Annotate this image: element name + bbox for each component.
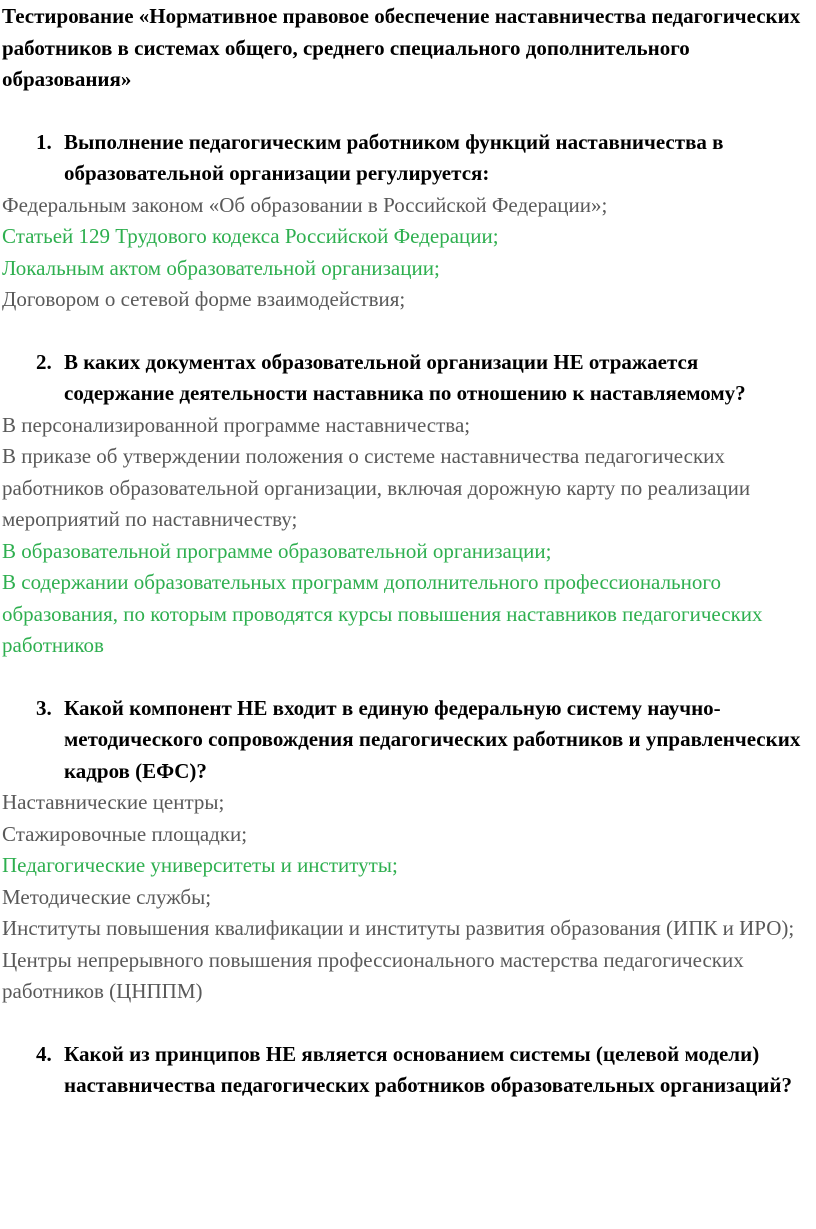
question-text: Какой компонент НЕ входит в единую федеральную систему научно-методического сопровождения педагогических работников и управленческих кадров (ЕФС)?: [64, 695, 801, 783]
question-number: 1.: [36, 129, 52, 154]
question-header: [2, 127, 816, 190]
answer-option: Статьей 129 Трудового кодекса Российской Федерации;: [2, 224, 499, 248]
question-3: [2, 693, 816, 1008]
answer-option: Методические службы;: [2, 884, 212, 909]
question-number: 3.: [36, 695, 52, 720]
document-title: Тестирование «Нормативное правовое обеспечение наставничества педагогических работников в системах общего, среднего специального дополнительного образования»: [2, 4, 801, 91]
answer-option: Наставнические центры;: [2, 790, 225, 814]
answer-option: В приказе об утверждении положения о системе наставничества педагогических работников образовательной организации, включая дорожную карту по реализации мероприятий по наставничеству;: [2, 444, 751, 531]
question-header: [2, 693, 816, 788]
question-text: Выполнение педагогическим работником функций наставничества в образовательной организации регулируется:: [64, 129, 724, 185]
answer-option: В содержании образовательных программ дополнительного профессионального образования, по которым проводятся курсы повышения наставников педагогических работников: [2, 570, 763, 657]
answer-option: Локальным актом образовательной организации;: [2, 255, 440, 280]
answer-option: В образовательной программе образовательной организации;: [2, 538, 552, 563]
answer-option: Федеральным законом «Об образовании в Российской Федерации»;: [2, 192, 608, 217]
answer-option: Институты повышения квалификации и институты развития образования (ИПК и ИРО);: [2, 916, 795, 940]
question-4: [2, 1039, 816, 1102]
answer-option: В персонализированной программе наставничества;: [2, 412, 471, 437]
question-number: 2.: [36, 349, 52, 374]
question-text: Какой из принципов НЕ является основанием системы (целевой модели) наставничества педагогических работников образовательных организаций?: [64, 1041, 793, 1097]
question-text: В каких документах образовательной организации НЕ отражается содержание деятельности наставника по отношению к наставляемому?: [64, 349, 746, 405]
question-number: 4.: [36, 1041, 52, 1066]
question-1: [2, 127, 816, 316]
question-2: [2, 347, 816, 662]
question-header: [2, 347, 816, 410]
question-header: [2, 1039, 816, 1102]
answer-option: Договором о сетевой форме взаимодействия;: [2, 287, 406, 311]
answer-option: Педагогические университеты и институты;: [2, 853, 398, 877]
answer-option: Центры непрерывного повышения профессионального мастерства педагогических работников (ЦНППМ): [2, 947, 744, 1003]
answer-option: Стажировочные площадки;: [2, 821, 248, 846]
